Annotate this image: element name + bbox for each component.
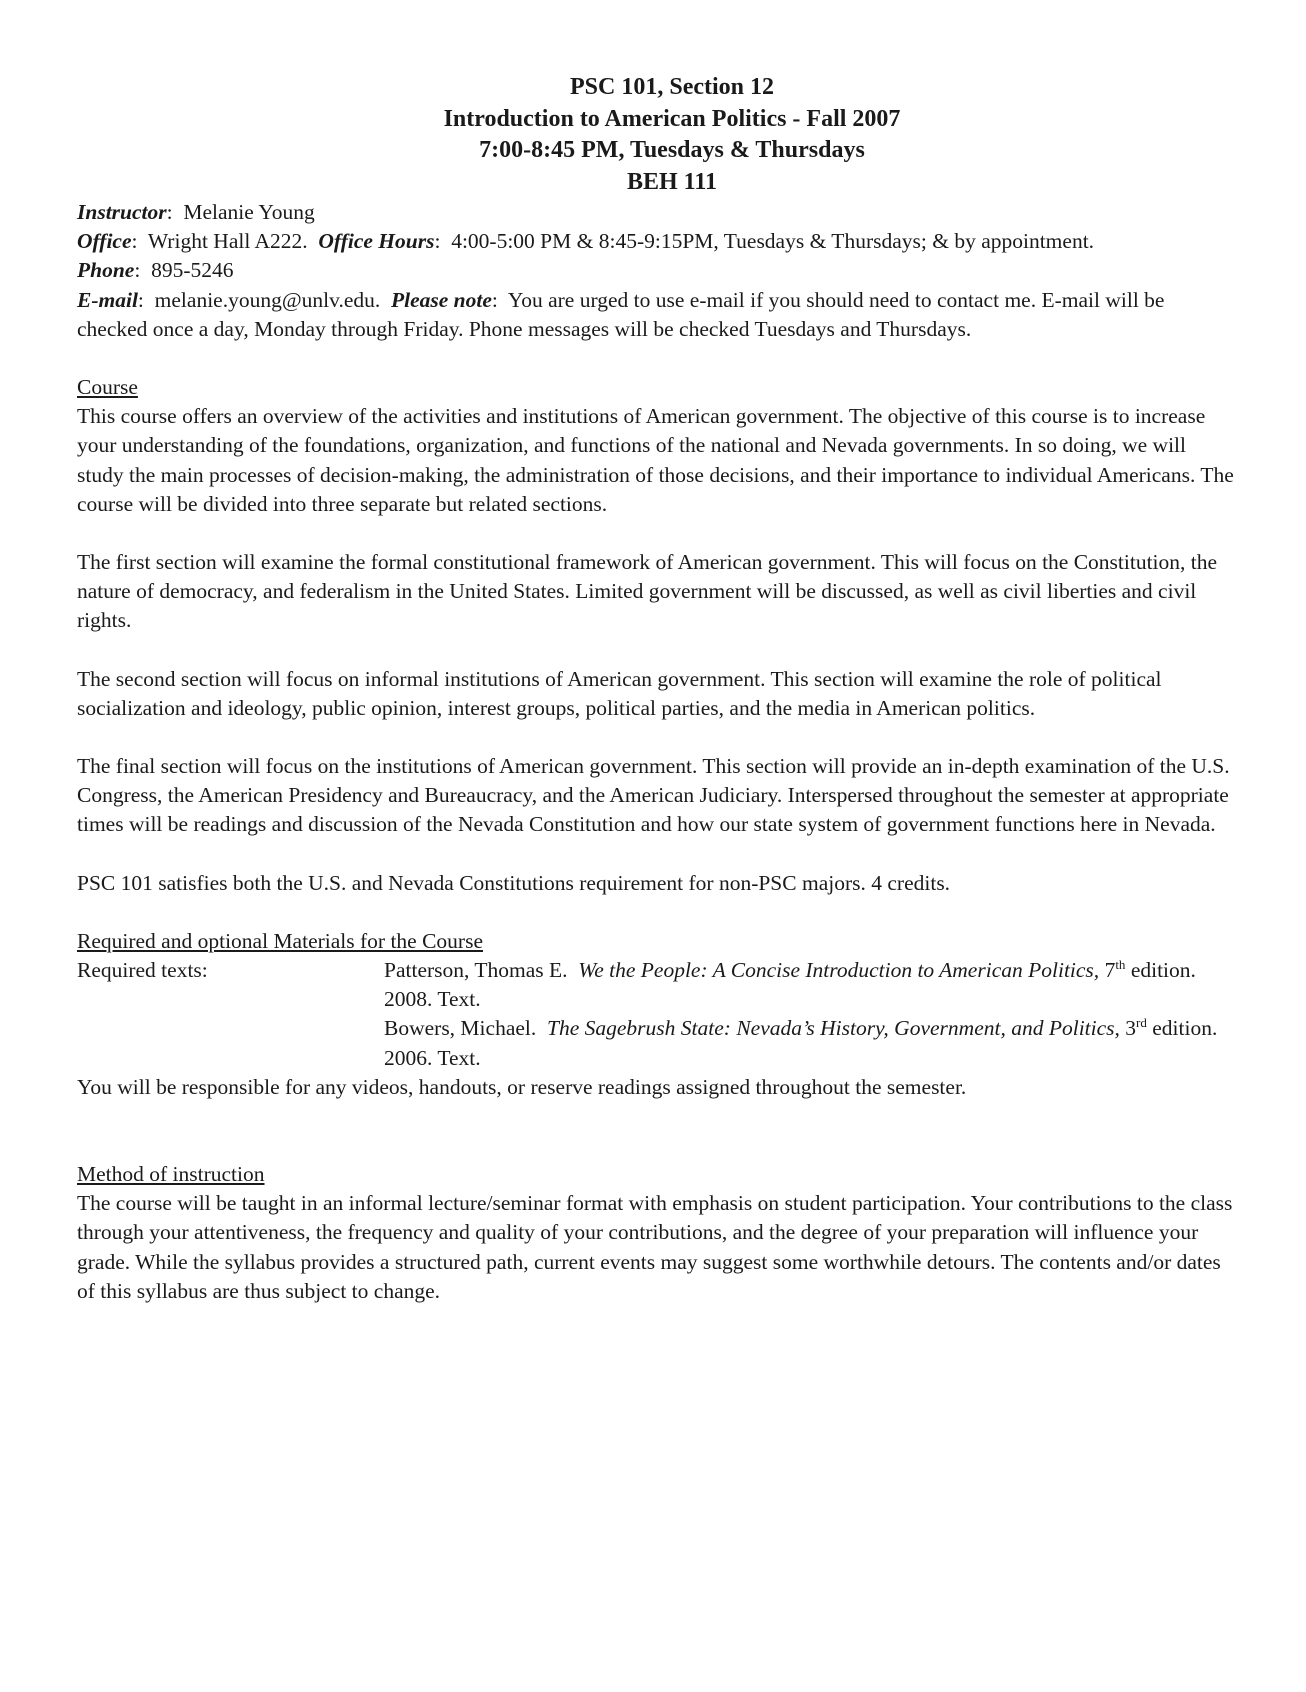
method-section-title: Method of instruction bbox=[77, 1162, 265, 1187]
course-paragraph: This course offers an overview of the activities and institutions of American government. The objective of this course is to increase your understanding of the foundations, organization, and functions of the national and Nevada governments. In so doing, we will study the main processes of decision-making, the administration of those decisions, and their importance to individual Americans. The course will be divided into three separate but related sections. bbox=[77, 404, 1234, 516]
text-edition-sup: rd bbox=[1136, 1015, 1147, 1031]
office-hours-label: Office Hours bbox=[318, 229, 435, 254]
materials-section bbox=[77, 927, 1237, 1102]
course-paragraph: The final section will focus on the institutions of American government. This section will provide an in-depth examination of the U.S. Congress, the American Presidency and Bureaucracy, and the American Judiciary. Interspersed throughout the semester at appropriate times will be readings and discussion of the Nevada Constitution and how our state system of government functions here in Nevada. bbox=[77, 754, 1230, 837]
course-code-title: PSC 101, Section 12 bbox=[570, 74, 774, 100]
text-edition-sup: th bbox=[1115, 957, 1126, 973]
email-value[interactable]: melanie.young@unlv.edu. bbox=[154, 287, 381, 312]
method-paragraph: The course will be taught in an informal lecture/seminar format with emphasis on student participation. Your contributions to the class through your attentiveness, the frequency and quality of your contributions, and the degree of your preparation will influence your grade. While the syllabus provides a structured path, current events may suggest some worthwhile detours. The contents and/or dates of this syllabus are thus subject to change. bbox=[77, 1191, 1233, 1303]
office-label: Office bbox=[77, 229, 132, 254]
office-line: Office: Wright Hall A222. Office Hours: 4:00-5:00 PM & 8:45-9:15PM, Tuesdays & Thursdays; & by appointment. bbox=[77, 229, 1095, 254]
course-section-title: Course bbox=[77, 375, 138, 400]
text-title: The Sagebrush State: Nevada’s History, Government, and Politics, bbox=[547, 1016, 1120, 1041]
required-texts-label: Required texts: bbox=[77, 958, 208, 983]
method-section bbox=[77, 1160, 1237, 1306]
instructor-line: Instructor: Melanie Young bbox=[77, 200, 315, 224]
course-room-title: BEH 111 bbox=[626, 168, 718, 195]
instructor-value: Melanie Young bbox=[183, 200, 315, 224]
required-text-entry bbox=[384, 1014, 1237, 1072]
email-line: E-mail: melanie.young@unlv.edu. Please note: You are urged to use e-mail if you should need to contact me. E-mail will be checked once a day, Monday through Friday. Phone messages will be checked Tuesdays and Thursdays. bbox=[77, 287, 1165, 341]
course-schedule-title: 7:00-8:45 PM, Tuesdays & Thursdays bbox=[479, 137, 865, 163]
email-label: E-mail bbox=[77, 287, 138, 312]
contact-block bbox=[77, 198, 1237, 344]
phone-line: Phone: 895-5246 bbox=[77, 258, 234, 283]
office-value: Wright Hall A222. bbox=[147, 229, 308, 254]
text-edition-num: 7 bbox=[1104, 958, 1116, 983]
syllabus-page bbox=[77, 72, 1237, 1306]
phone-label: Phone bbox=[77, 258, 135, 283]
required-texts-list bbox=[384, 956, 1237, 1073]
course-name-title: Introduction to American Politics - Fall 2007 bbox=[443, 105, 901, 132]
phone-value: 895-5246 bbox=[151, 258, 234, 283]
course-paragraph: PSC 101 satisfies both the U.S. and Nevada Constitutions requirement for non-PSC majors. 4 credits. bbox=[77, 870, 951, 895]
text-title: We the People: A Concise Introduction to American Politics, bbox=[578, 958, 1100, 983]
syllabus-header bbox=[77, 72, 1237, 198]
note-value: You are urged to use e-mail if you should need to contact me. E-mail will be checked once a day, Monday through Friday. Phone messages will be checked Tuesdays and Thursdays. bbox=[77, 287, 1165, 341]
course-paragraph: The first section will examine the formal constitutional framework of American government. This will focus on the Constitution, the nature of democracy, and federalism in the United States. Limited government will be discussed, as well as civil liberties and civil rights. bbox=[77, 550, 1218, 633]
text-edition-rest: edition. 2006. Text. bbox=[384, 1016, 1218, 1070]
materials-responsibility: You will be responsible for any videos, handouts, or reserve readings assigned throughout the semester. bbox=[77, 1074, 967, 1099]
materials-section-title: Required and optional Materials for the Course bbox=[77, 928, 484, 953]
course-paragraph: The second section will focus on informal institutions of American government. This section will examine the role of political socialization and ideology, public opinion, interest groups, political parties, and the media in American politics. bbox=[77, 666, 1162, 720]
required-text-entry bbox=[384, 956, 1237, 1014]
text-edition-rest: edition. 2008. Text. bbox=[384, 958, 1196, 1012]
required-texts-table bbox=[77, 956, 1237, 1073]
course-section bbox=[77, 373, 1237, 898]
text-author: Bowers, Michael. bbox=[384, 1016, 537, 1041]
text-edition-num: 3 bbox=[1125, 1016, 1137, 1041]
office-hours-value: 4:00-5:00 PM & 8:45-9:15PM, Tuesdays & Thursdays; & by appointment. bbox=[451, 229, 1095, 254]
text-author: Patterson, Thomas E. bbox=[384, 958, 568, 983]
note-label: Please note bbox=[391, 287, 492, 312]
instructor-label: Instructor bbox=[77, 200, 167, 224]
